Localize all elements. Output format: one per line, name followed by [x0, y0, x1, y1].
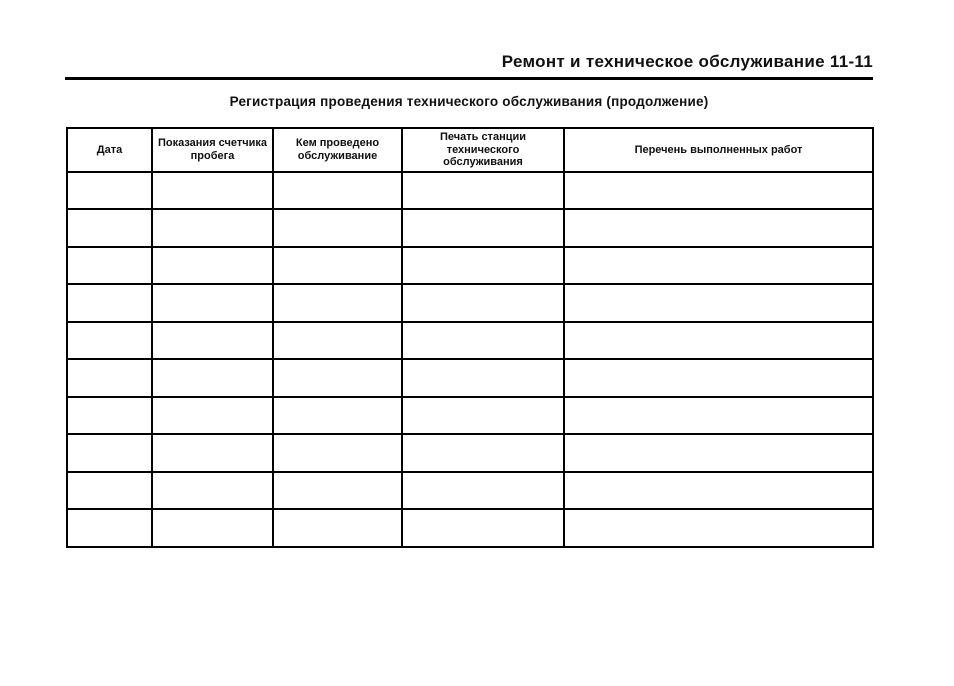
empty-cell: [67, 397, 152, 435]
empty-cell: [564, 284, 873, 322]
empty-cell: [402, 397, 564, 435]
empty-cell: [273, 509, 402, 547]
empty-cell: [67, 284, 152, 322]
empty-cell: [152, 509, 273, 547]
empty-cell: [67, 247, 152, 285]
empty-cell: [273, 359, 402, 397]
empty-cell: [67, 509, 152, 547]
table-row: [67, 209, 873, 247]
empty-cell: [402, 509, 564, 547]
empty-cell: [67, 209, 152, 247]
empty-cell: [402, 284, 564, 322]
empty-cell: [564, 397, 873, 435]
column-header: Перечень выполненных работ: [564, 128, 873, 172]
table-row: [67, 284, 873, 322]
empty-cell: [402, 359, 564, 397]
empty-cell: [273, 397, 402, 435]
running-header-text: Ремонт и техническое обслуживание 11-11: [501, 52, 873, 71]
empty-cell: [402, 472, 564, 510]
empty-cell: [67, 434, 152, 472]
empty-cell: [273, 172, 402, 210]
column-header: Дата: [67, 128, 152, 172]
table-row: [67, 397, 873, 435]
table-row: [67, 359, 873, 397]
empty-cell: [564, 172, 873, 210]
empty-cell: [152, 172, 273, 210]
empty-cell: [564, 322, 873, 360]
empty-cell: [402, 172, 564, 210]
empty-cell: [564, 359, 873, 397]
table-row: [67, 509, 873, 547]
empty-cell: [67, 172, 152, 210]
empty-cell: [564, 472, 873, 510]
empty-cell: [152, 247, 273, 285]
empty-cell: [67, 359, 152, 397]
empty-cell: [152, 322, 273, 360]
page-title: Регистрация проведения технического обслуживания (продолжение): [229, 94, 709, 109]
maintenance-log-table: [66, 127, 874, 548]
table-row: [67, 172, 873, 210]
empty-cell: [273, 247, 402, 285]
table-header-row: [67, 128, 873, 172]
empty-cell: [564, 434, 873, 472]
empty-cell: [273, 472, 402, 510]
empty-cell: [564, 247, 873, 285]
empty-cell: [67, 322, 152, 360]
empty-cell: [152, 434, 273, 472]
empty-cell: [273, 209, 402, 247]
empty-cell: [152, 209, 273, 247]
empty-cell: [564, 509, 873, 547]
empty-cell: [402, 322, 564, 360]
table-row: [67, 322, 873, 360]
table-row: [67, 434, 873, 472]
column-header: Показания счетчика пробега: [152, 128, 273, 172]
empty-cell: [152, 472, 273, 510]
empty-cell: [152, 397, 273, 435]
empty-cell: [152, 359, 273, 397]
empty-cell: [402, 209, 564, 247]
empty-cell: [273, 434, 402, 472]
running-header-rule: [65, 52, 873, 80]
table-body: [67, 172, 873, 547]
empty-cell: [402, 434, 564, 472]
empty-cell: [152, 284, 273, 322]
empty-cell: [564, 209, 873, 247]
table-row: [67, 472, 873, 510]
column-header: Печать станции технического обслуживания: [402, 128, 564, 172]
empty-cell: [402, 247, 564, 285]
empty-cell: [273, 284, 402, 322]
table-row: [67, 247, 873, 285]
column-header: Кем проведено обслуживание: [273, 128, 402, 172]
empty-cell: [67, 472, 152, 510]
empty-cell: [273, 322, 402, 360]
